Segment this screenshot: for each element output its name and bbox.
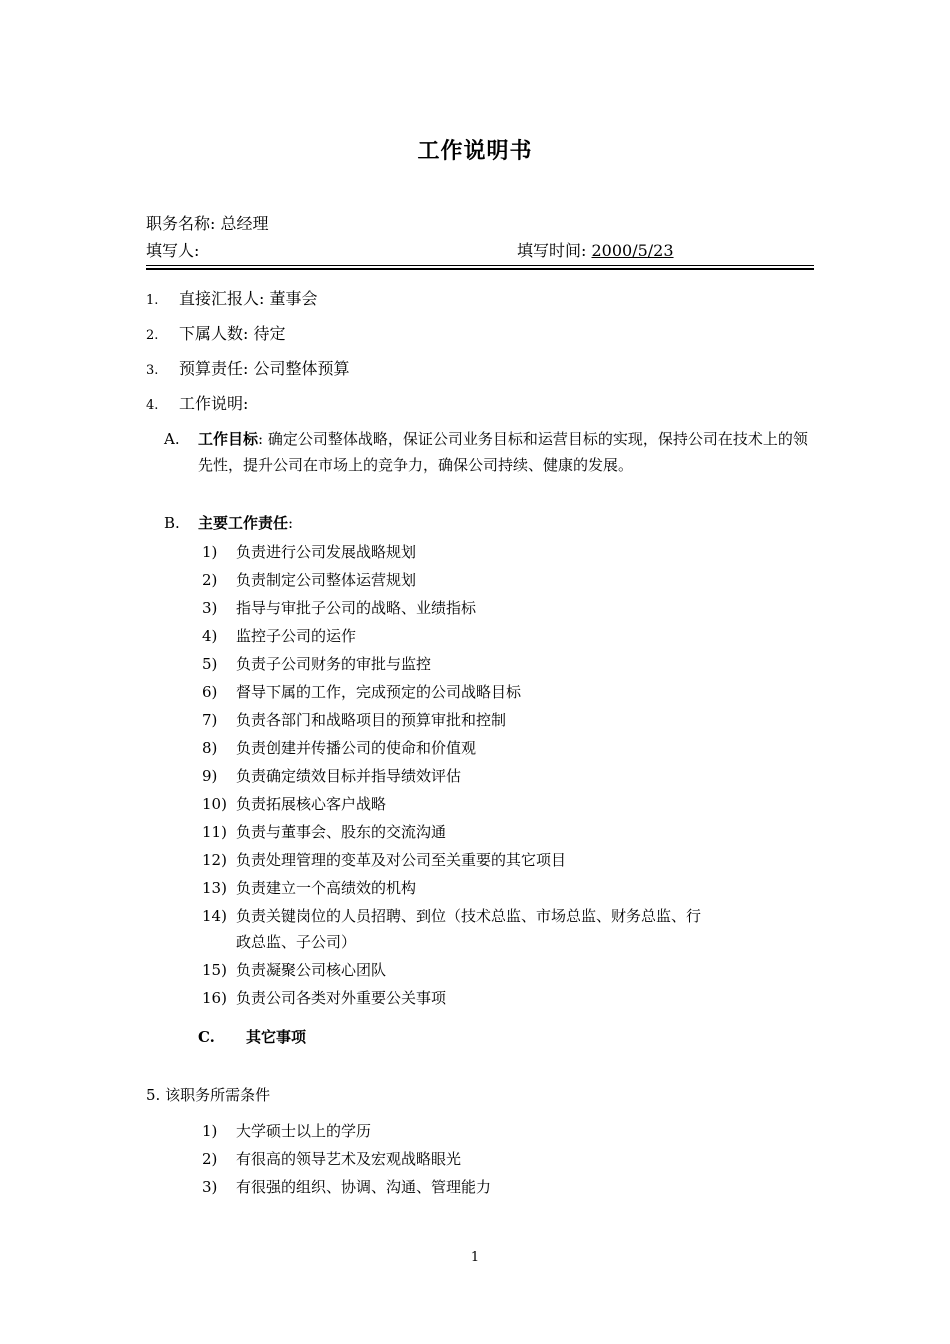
list-item [202, 1148, 461, 1170]
item-row [146, 393, 248, 417]
list-text: 负责关键岗位的人员招聘、到位（技术总监、市场总监、财务总监、行 [236, 907, 702, 925]
list-number: 14) [202, 907, 227, 925]
list-item [202, 541, 416, 563]
section-a-heading: 工作目标 [198, 430, 259, 448]
job-title-row [146, 213, 269, 235]
list-number: 8) [202, 739, 218, 757]
list-number: 16) [202, 989, 227, 1007]
section-b-letter: B. [164, 514, 180, 532]
list-item [202, 793, 386, 815]
list-number: 6) [202, 683, 218, 701]
list-text: 负责拓展核心客户战略 [236, 795, 387, 813]
list-number: 3) [202, 599, 218, 617]
list-number: 1) [202, 1122, 218, 1140]
list-item [202, 877, 416, 899]
list-number: 1) [202, 543, 218, 561]
list-item [202, 653, 431, 675]
list-item [202, 849, 566, 871]
item-label: 直接汇报人: [179, 289, 265, 308]
list-number: 9) [202, 767, 218, 785]
item-label: 预算责任: [179, 359, 249, 378]
list-number: 13) [202, 879, 227, 897]
list-text: 负责子公司财务的审批与监控 [236, 655, 432, 673]
requirements-heading: 5. 该职务所需条件 [146, 1086, 271, 1104]
list-item [202, 959, 386, 981]
list-number: 5) [202, 655, 218, 673]
list-item [202, 737, 476, 759]
item-value: 公司整体预算 [253, 359, 350, 378]
list-text: 负责创建并传播公司的使命和价值观 [236, 739, 477, 757]
section-a-text: : 确定公司整体战略，保证公司业务目标和运营目标的实现，保持公司在技术上的领先性，提升公司在市场上的竞争力，确保公司持续、健康的发展。 [198, 430, 808, 474]
item-value: 待定 [253, 324, 286, 343]
job-title-label: 职务名称: [146, 214, 216, 233]
item-number: 2. [146, 328, 159, 343]
job-title-value: 总经理 [220, 214, 269, 233]
list-text: 负责建立一个高绩效的机构 [236, 879, 417, 897]
list-text: 负责进行公司发展战略规划 [236, 543, 417, 561]
list-text: 大学硕士以上的学历 [236, 1122, 372, 1140]
section-c-letter: C. [198, 1028, 215, 1046]
list-text: 有很高的领导艺术及宏观战略眼光 [236, 1150, 462, 1168]
list-text: 负责确定绩效目标并指导绩效评估 [236, 767, 462, 785]
list-number: 7) [202, 711, 218, 729]
list-item [202, 1120, 371, 1142]
list-number: 15) [202, 961, 227, 979]
list-text: 负责公司各类对外重要公关事项 [236, 989, 447, 1007]
section-b-heading: 主要工作责任 [198, 514, 289, 532]
item-row [146, 323, 286, 347]
item-row [146, 358, 350, 382]
document-title: 工作说明书 [417, 138, 533, 164]
list-item [202, 987, 446, 1009]
date-row [517, 240, 674, 262]
list-item [202, 625, 356, 647]
list-text: 有很强的组织、协调、沟通、管理能力 [236, 1178, 492, 1196]
item-number: 1. [146, 293, 159, 308]
section-c-heading: 其它事项 [246, 1028, 307, 1046]
section-a-letter: A. [164, 430, 180, 448]
list-text: 负责制定公司整体运营规划 [236, 571, 417, 589]
list-number: 3) [202, 1178, 218, 1196]
header-rule-thick [146, 268, 814, 270]
list-text: 指导与审批子公司的战略、业绩指标 [236, 599, 477, 617]
list-number: 2) [202, 1150, 218, 1168]
list-text: 监控子公司的运作 [236, 627, 357, 645]
list-item [202, 681, 521, 703]
page-number: 1 [470, 1250, 480, 1265]
item-row [146, 288, 318, 312]
list-text: 负责处理管理的变革及对公司至关重要的其它项目 [236, 851, 567, 869]
list-item [202, 597, 476, 619]
list-item [202, 821, 446, 843]
item-number: 3. [146, 363, 159, 378]
list-item [202, 1176, 491, 1198]
list-item [202, 569, 416, 591]
list-number: 12) [202, 851, 227, 869]
item-label: 工作说明: [179, 394, 249, 413]
filler-label: 填写人: [146, 241, 200, 260]
header-rule-thin [146, 265, 814, 266]
list-number: 10) [202, 795, 227, 813]
list-number: 4) [202, 627, 218, 645]
section-a-paragraph [198, 426, 808, 478]
item-value: 董事会 [269, 289, 318, 308]
list-number: 11) [202, 823, 227, 841]
list-item [202, 905, 701, 927]
list-number: 2) [202, 571, 218, 589]
list-item [202, 709, 506, 731]
list-text: 负责各部门和战略项目的预算审批和控制 [236, 711, 507, 729]
list-text: 负责与董事会、股东的交流沟通 [236, 823, 447, 841]
section-b-heading-row [198, 512, 293, 534]
item-label: 下属人数: [179, 324, 249, 343]
date-label: 填写时间: [517, 241, 587, 260]
list-text: 督导下属的工作，完成预定的公司战略目标 [236, 683, 522, 701]
section-b-colon: : [288, 514, 294, 532]
item-number: 4. [146, 398, 159, 413]
list-item [202, 765, 461, 787]
list-text: 负责凝聚公司核心团队 [236, 961, 387, 979]
list-text-continuation: 政总监、子公司） [236, 933, 357, 951]
date-value: 2000/5/23 [591, 241, 674, 260]
